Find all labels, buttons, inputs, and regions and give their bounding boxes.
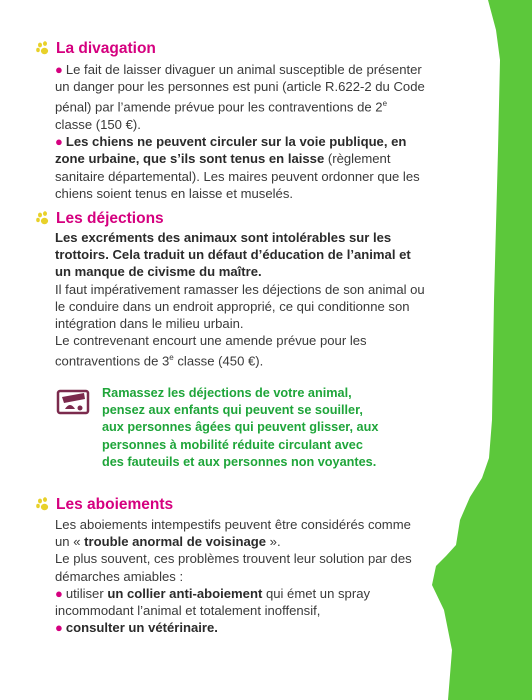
section-dejections bbox=[36, 209, 426, 370]
paragraph: Les aboiements intempestifs peuvent être considérés comme un « trouble anormal de voisinage ». bbox=[55, 517, 411, 550]
paragraph: Le contrevenant encourt une amende prévue pour les contraventions de 3e classe (450 €). bbox=[55, 333, 367, 369]
list-item: ● utiliser un collier anti-aboiement qui émet un spray incommodant l’animal et totalement inoffensif, bbox=[55, 585, 371, 619]
heading-text: Les aboiements bbox=[56, 496, 174, 513]
list-item: ● consulter un vétérinaire. bbox=[55, 620, 218, 636]
bullet-icon: ● bbox=[55, 134, 63, 150]
bullet-icon: ● bbox=[55, 585, 63, 601]
section-divagation bbox=[36, 39, 426, 202]
paw-icon bbox=[36, 41, 53, 56]
bullet-icon: ● bbox=[55, 62, 63, 77]
bullet-icon: ● bbox=[55, 620, 63, 636]
paw-icon bbox=[36, 211, 53, 226]
bold-paragraph: Les excréments des animaux sont intolérables sur les trottoirs. Cela traduit un défaut d’éducation de l’animal et un manque de civisme du maître. bbox=[55, 230, 411, 280]
paragraph: Il faut impérativement ramasser les déjections de son animal ou le conduire dans un endroit approprié, ce qui conditionne son intégration dans le milieu urbain. bbox=[55, 281, 425, 332]
section-heading bbox=[36, 209, 426, 228]
heading-text: Les déjections bbox=[56, 210, 164, 227]
tip-box bbox=[56, 385, 426, 471]
section-heading bbox=[36, 39, 426, 58]
section-heading bbox=[36, 495, 426, 514]
paragraph: ● Les chiens ne peuvent circuler sur la voie publique, en zone urbaine, que s’ils sont tenus en laisse (règlement sanitaire départemental). Les maires peuvent ordonner que les chiens soient tenus en laisse et muselés. bbox=[55, 134, 420, 201]
heading-text: La divagation bbox=[56, 40, 156, 57]
paragraph: ● Le fait de laisser divaguer un animal susceptible de présenter un danger pour les personnes est puni (article R.622-2 du Code pénal) par l’amende prévue pour les contraventions de 2e classe (150 €). bbox=[55, 62, 425, 132]
section-aboiements bbox=[36, 495, 426, 636]
paragraph: Le plus souvent, ces problèmes trouvent leur solution par des démarches amiables : bbox=[55, 551, 412, 584]
paw-icon bbox=[36, 497, 53, 512]
poop-bag-icon bbox=[56, 387, 90, 417]
tip-text: Ramassez les déjections de votre animal, pensez aux enfants qui peuvent se souiller, aux personnes âgées qui peuvent glisser, aux personnes à mobilité réduite circulant avec des fauteuils et aux personnes non voyantes. bbox=[102, 386, 379, 469]
